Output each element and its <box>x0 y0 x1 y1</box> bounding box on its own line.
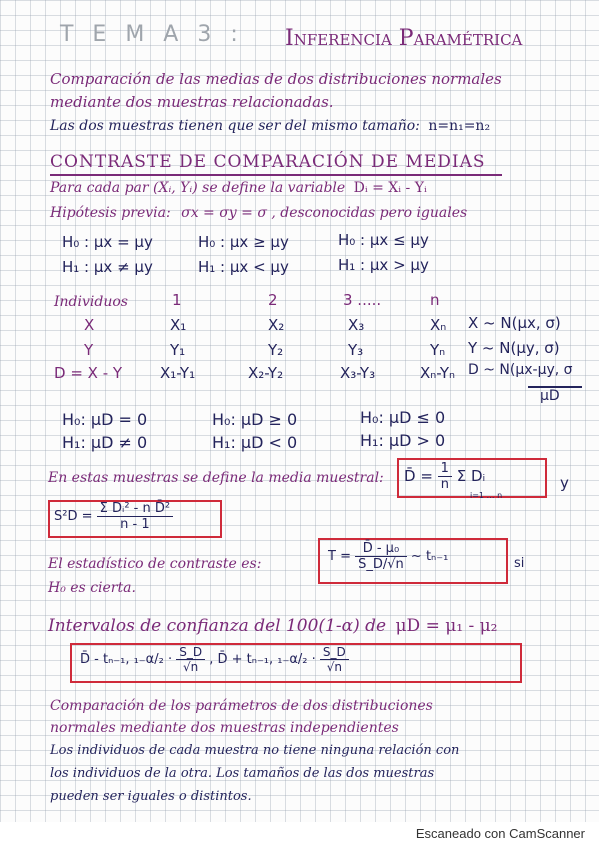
variance-formula <box>54 501 173 532</box>
interval-title-math: μD = μ₁ - μ₂ <box>395 616 498 636</box>
hyp-mx-h0-ge: H₀ : μx ≥ μy <box>198 233 289 251</box>
sample-mean-tail: y <box>560 474 569 492</box>
sample-mean-coef <box>438 461 452 492</box>
hyp-md-h0-ge: H₀: μD ≥ 0 <box>212 410 298 429</box>
table-header-n: n <box>430 291 440 309</box>
contraste-title: CONTRASTE DE COMPARACIÓN DE MEDIAS <box>50 152 486 172</box>
sample-mean-coef-num: 1 <box>438 461 452 477</box>
hyp-mx-h0-le: H₀ : μx ≤ μy <box>338 231 429 249</box>
table-row-x-label: X <box>84 316 95 334</box>
sample-mean-formula <box>404 461 485 492</box>
section2-heading-line2: normales mediante dos muestras independientes <box>50 720 399 736</box>
hyp-md-h1-lt: H₁: μD < 0 <box>212 433 298 452</box>
contraste-hyp-text: Hipótesis previa: <box>50 205 171 221</box>
contraste-hypothesis <box>50 205 467 221</box>
section2-body-line1: Los individuos de cada muestra no tiene ninguna relación con <box>50 743 460 758</box>
table-row-d-n: Xₙ-Yₙ <box>420 364 456 382</box>
interval-right-frac-num: S_D <box>320 645 349 660</box>
contraste-definition <box>50 180 427 196</box>
table-row-d-label: D = X - Y <box>54 364 123 382</box>
interval-formula <box>80 645 349 674</box>
hyp-mx-h0-two-sided: H₀ : μx = μy <box>62 233 153 251</box>
table-header-2: 2 <box>268 291 278 309</box>
table-row-d-1: X₁-Y₁ <box>160 364 196 382</box>
statistic-lhs: T = <box>328 549 351 564</box>
section1-heading-line2: mediante dos muestras relacionadas. <box>50 93 334 111</box>
table-row-d-3: X₃-Y₃ <box>340 364 376 382</box>
variance-den: n - 1 <box>120 517 150 532</box>
sample-mean-lhs: D̄ = <box>404 467 433 485</box>
variance-num: Σ Dᵢ² - n D̄² <box>97 501 173 517</box>
interval-left-frac <box>176 645 205 674</box>
statistic-text-line2: H₀ es cierta. <box>48 580 136 596</box>
variance-lhs: S²D = <box>54 509 93 524</box>
hyp-md-h1-gt: H₁: μD > 0 <box>360 431 446 450</box>
contraste-title-underline <box>50 174 502 176</box>
hyp-mx-h1-lt: H₁ : μx < μy <box>198 258 289 276</box>
sample-mean-sum: Σ Dᵢ <box>456 467 486 485</box>
hyp-md-h0-le: H₀: μD ≤ 0 <box>360 408 446 427</box>
contraste-hyp-math: σx = σy = σ , desconocidas pero iguales <box>181 205 468 221</box>
interval-right: , D̄ + tₙ₋₁, ₁₋α/₂ · <box>209 652 316 667</box>
table-row-y-dist: Y ~ N(μy, σ) <box>468 339 560 357</box>
table-row-x-n: Xₙ <box>430 316 447 334</box>
contraste-def-text: Para cada par (Xᵢ, Yᵢ) se define la variable <box>50 180 346 196</box>
interval-left: D̄ - tₙ₋₁, ₁₋α/₂ · <box>80 652 173 667</box>
contraste-def-math: Dᵢ = Xᵢ - Yᵢ <box>353 180 427 196</box>
interval-right-frac-den: √n <box>326 660 342 674</box>
table-row-y-n: Yₙ <box>430 341 446 359</box>
table-header-individuos: Individuos <box>54 294 128 310</box>
hyp-mx-h1-two-sided: H₁ : μx ≠ μy <box>62 258 153 276</box>
table-row-d-dist: D ~ N(μx-μy, σ <box>468 362 573 378</box>
section2-body-line3: pueden ser iguales o distintos. <box>50 789 252 804</box>
section1-note-math: n=n₁=n₂ <box>428 118 491 134</box>
table-header-1: 1 <box>172 291 182 309</box>
interval-left-frac-num: S_D <box>176 645 205 660</box>
sample-mean-sum-limits: i=1 … n <box>470 491 503 500</box>
sample-mean-coef-den: n <box>440 477 449 492</box>
mu-d-label: μD <box>540 388 560 404</box>
tema-label: T E M A 3 : <box>60 22 244 47</box>
page-title: Inferencia Paramétrica <box>285 26 523 51</box>
statistic-frac <box>355 541 407 572</box>
section1-heading-line1: Comparación de las medias de dos distribuciones normales <box>50 70 502 88</box>
table-row-d-2: X₂-Y₂ <box>248 364 284 382</box>
table-row-x-2: X₂ <box>268 316 285 334</box>
statistic-text-line1: El estadístico de contraste es: <box>48 556 262 572</box>
scanner-watermark: Escaneado con CamScanner <box>415 826 585 841</box>
table-header-3: 3 ..... <box>343 291 382 309</box>
section2-body-line2: los individuos de la otra. Los tamaños de las dos muestras <box>50 766 435 781</box>
interval-left-frac-den: √n <box>183 660 199 674</box>
variance-frac <box>97 501 173 532</box>
statistic-num: D̄ - μ₀ <box>355 541 407 557</box>
section2-heading-line1: Comparación de los parámetros de dos distribuciones <box>50 698 433 714</box>
sample-mean-text: En estas muestras se define la media muestral: <box>48 470 384 486</box>
scanner-footer <box>0 822 599 848</box>
hyp-mx-h1-gt: H₁ : μx > μy <box>338 256 429 274</box>
table-row-x-dist: X ~ N(μx, σ) <box>468 314 561 332</box>
interval-right-frac <box>320 645 349 674</box>
statistic-dist: ~ tₙ₋₁ <box>410 549 449 564</box>
interval-title-text: Intervalos de confianza del 100(1-α) de <box>48 616 387 636</box>
interval-title <box>48 616 498 636</box>
table-row-x-3: X₃ <box>348 316 365 334</box>
hyp-md-h1-two-sided: H₁: μD ≠ 0 <box>62 433 148 452</box>
statistic-tail: si <box>514 556 525 571</box>
table-row-x-1: X₁ <box>170 316 187 334</box>
statistic-den: S_D/√n <box>358 557 404 572</box>
table-row-y-2: Y₂ <box>268 341 284 359</box>
statistic-formula <box>328 541 448 572</box>
table-row-y-3: Y₃ <box>348 341 364 359</box>
table-row-y-label: Y <box>84 341 94 359</box>
table-row-y-1: Y₁ <box>170 341 186 359</box>
hyp-md-h0-two-sided: H₀: μD = 0 <box>62 410 148 429</box>
section1-note-text: Las dos muestras tienen que ser del mismo tamaño: <box>50 118 420 134</box>
section1-note <box>50 118 490 134</box>
